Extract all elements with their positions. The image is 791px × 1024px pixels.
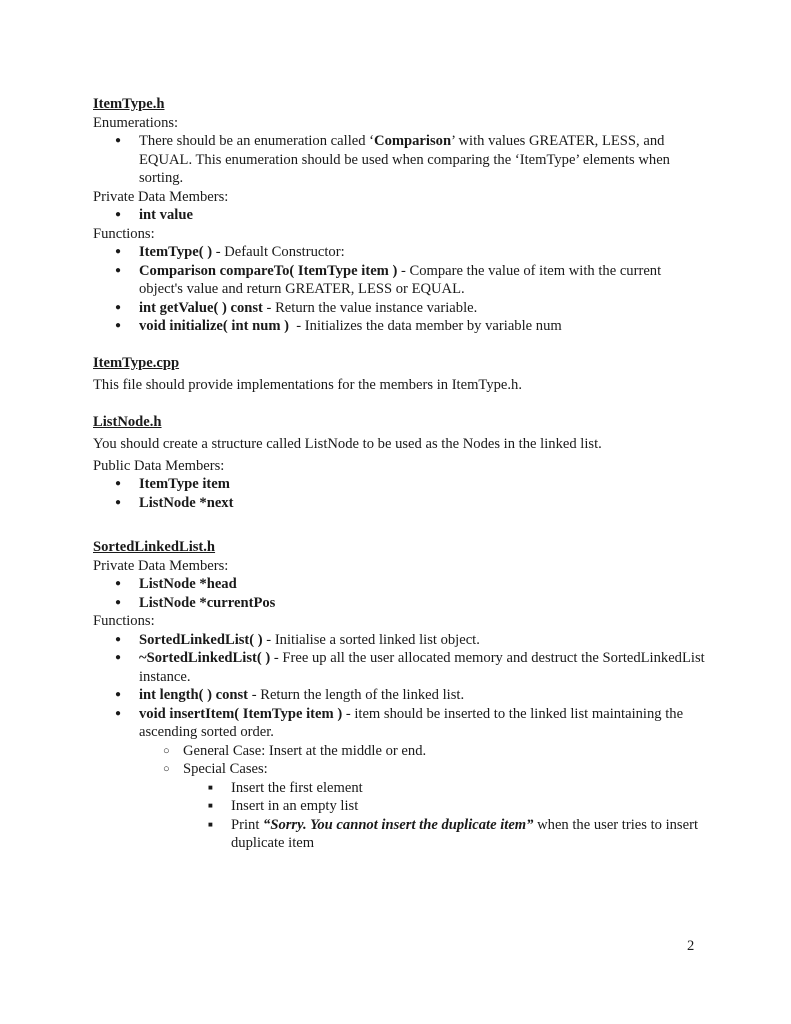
bold-italic-text: “Sorry. You cannot insert the duplicate item” bbox=[263, 816, 534, 833]
bold-text: Comparison bbox=[374, 133, 452, 149]
private-members-label: Private Data Members: bbox=[93, 557, 229, 574]
list-item bbox=[93, 475, 705, 494]
list-item bbox=[93, 705, 705, 853]
text: - Compare the value of item with the current object's value and return GREATER, LESS or EQUAL. bbox=[139, 262, 662, 297]
list-item bbox=[93, 494, 705, 513]
list-item: ○ General Case: Insert at the middle or end. bbox=[139, 742, 705, 761]
heading-itemtype-cpp: ItemType.cpp bbox=[93, 354, 180, 371]
section-listnode-h bbox=[93, 413, 705, 513]
text: Special Cases: bbox=[183, 761, 268, 777]
bold-text: void insertItem( ItemType item ) bbox=[139, 705, 343, 722]
list-item bbox=[93, 132, 705, 188]
enumerations-label: Enumerations: bbox=[93, 114, 179, 131]
heading-listnode-h: ListNode.h bbox=[93, 413, 162, 430]
functions-label: Functions: bbox=[93, 225, 155, 242]
text: - Free up all the user allocated memory and destruct the SortedLinkedList instance. bbox=[139, 650, 705, 685]
section-itemtype-h bbox=[93, 95, 705, 336]
list-item bbox=[93, 686, 705, 705]
list-item bbox=[139, 760, 705, 853]
text: - Initializes the data member by variable num bbox=[289, 318, 562, 334]
list-item bbox=[93, 243, 705, 262]
bold-text: ItemType( ) bbox=[139, 244, 213, 260]
list-item bbox=[93, 649, 705, 686]
paragraph: This file should provide implementations for the members in ItemType.h. bbox=[93, 377, 522, 393]
list-item bbox=[93, 575, 705, 594]
list-item bbox=[93, 317, 705, 336]
functions-list bbox=[93, 631, 705, 853]
text: - item should be inserted to the linked list maintaining the ascending sorted order. bbox=[139, 705, 684, 740]
list-item bbox=[93, 594, 705, 613]
bold-text: SortedLinkedList( ) bbox=[139, 631, 263, 648]
bold-text: int value bbox=[139, 207, 193, 223]
list-item bbox=[93, 631, 705, 650]
document-page bbox=[93, 95, 705, 871]
list-item bbox=[183, 816, 705, 853]
list-item: ■ Insert in an empty list bbox=[183, 797, 705, 816]
bold-text: ListNode *currentPos bbox=[139, 594, 276, 611]
text: - Initialise a sorted linked list object. bbox=[262, 631, 480, 648]
bold-text: ~SortedLinkedList( ) bbox=[139, 650, 271, 666]
special-cases-list bbox=[139, 779, 705, 853]
bold-text: Comparison compareTo( ItemType item ) bbox=[139, 262, 398, 279]
text: when the user tries to insert duplicate item bbox=[231, 816, 698, 851]
public-members-label: Public Data Members: bbox=[93, 457, 225, 474]
text: - Return the length of the linked list. bbox=[248, 687, 465, 703]
bold-text: ListNode *next bbox=[139, 494, 234, 511]
cases-list bbox=[139, 742, 705, 853]
bold-text: ListNode *head bbox=[139, 576, 237, 592]
text: ’ with values GREATER, LESS, and EQUAL. This enumeration should be used when comparing the ‘ItemType’ elements when sorting. bbox=[139, 133, 670, 186]
section-sortedlinkedlist-h bbox=[93, 538, 705, 853]
public-members-list bbox=[93, 475, 705, 512]
text: Print bbox=[231, 816, 264, 833]
text: - Return the value instance variable. bbox=[262, 299, 478, 316]
list-item bbox=[93, 206, 705, 225]
private-members-list bbox=[93, 575, 705, 612]
bold-text: ItemType item bbox=[139, 476, 230, 492]
private-members-label: Private Data Members: bbox=[93, 188, 229, 205]
list-item bbox=[93, 299, 705, 318]
list-item: ■ Insert the first element bbox=[183, 779, 705, 798]
enumerations-list bbox=[93, 132, 705, 188]
functions-label: Functions: bbox=[93, 613, 155, 629]
bold-text: int length( ) const bbox=[139, 687, 249, 703]
page-number: 2 bbox=[687, 938, 695, 954]
section-itemtype-cpp bbox=[93, 354, 705, 395]
private-members-list bbox=[93, 206, 705, 225]
heading-itemtype-h: ItemType.h bbox=[93, 96, 165, 112]
paragraph: You should create a structure called ListNode to be used as the Nodes in the linked list. bbox=[93, 436, 602, 452]
functions-list bbox=[93, 243, 705, 336]
list-item bbox=[93, 262, 705, 299]
text: There should be an enumeration called ‘ bbox=[139, 133, 375, 149]
heading-sortedlinkedlist-h: SortedLinkedList.h bbox=[93, 539, 216, 555]
bold-text: int getValue( ) const bbox=[139, 299, 263, 316]
bold-text: void initialize( int num ) bbox=[139, 318, 289, 334]
text: - Default Constructor: bbox=[212, 244, 345, 260]
